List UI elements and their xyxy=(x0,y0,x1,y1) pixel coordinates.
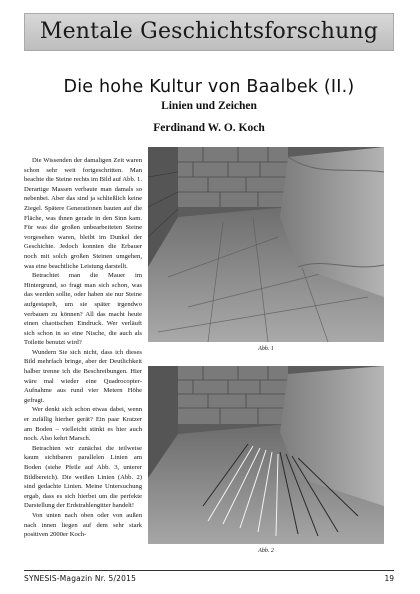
body-paragraph: Wundern Sie sich nicht, dass ich dieses Bild mehrfach bringe, aber der Deutlichkeit halber trenne ich die Beschreibungen. Hier wäre mal wieder eine Quadrocopter-Aufnahme aus rund vier Metern Höhe gefragt. xyxy=(24,348,142,404)
figure-1-caption: Abb. 1 xyxy=(258,346,274,352)
body-paragraph: Von unten nach oben oder von außen nach innen liegen auf dem sehr stark positiven 2000er Koch- xyxy=(24,511,142,539)
footer-rule xyxy=(24,570,394,571)
stone-corridor-lines-image xyxy=(148,366,384,544)
footer-magazine: SYNESIS-Magazin Nr. 5/2015 xyxy=(24,574,137,583)
article-subtitle: Linien und Zeichen xyxy=(161,100,257,112)
section-banner xyxy=(24,13,394,51)
body-paragraph: Betrachten wir zunächst die teilweise kaum sichtbaren parallelen Linien am Boden (siehe Pfeile auf Abb. 3, unterer Bildbereich). Die weißen Linien (Abb. 2) sind gedachte Linien. Meine Untersuchung ergab, dass es sich hierbei um die perfekte Darstellung der Erdstrahlengitter handelt! xyxy=(24,444,142,510)
stone-corridor-image xyxy=(148,147,384,342)
article-author: Ferdinand W. O. Koch xyxy=(153,122,265,134)
figure-2-caption: Abb. 2 xyxy=(258,548,274,554)
page-number: 19 xyxy=(384,574,394,583)
body-paragraph: Die Wissenden der damaligen Zeit waren schon sehr weit fortgeschritten. Man beachte die Steine rechts im Bild auf Abb. 1. Derartige Massen verbaute man damals so nebenbei. Aber das sind ja schließlich keine Ziegel. Spätere Generationen bauten auf die Fläche, was ihnen gerade in den Sinn kam. Für was die großen unbearbeiteten Steine vorgesehen waren, bleibt im Dunkel der Geschichte. Jedoch konnten die Erbauer noch mit solch großen Steinen umgehen, was eine beachtliche Leistung darstellt. xyxy=(24,157,142,270)
body-paragraph: Betrachtet man die Mauer im Hintergrund, so fragt man sich schon, was das werden sollte, oder haben sie nur Steine aufgestapelt, um sie später irgendwo verbauen zu können? All das macht heute einen chaotischen Eindruck. Wer verläuft sich schon in so eine Nische, die auch als Toilette benutzt wird? xyxy=(24,272,142,347)
body-paragraph: Wer denkt sich schon etwas dabei, wenn er zufällig hierher gerät? Ein paar Kratzer am Boden – vielleicht stinkt es hier auch noch. Also kehrt Marsch. xyxy=(24,406,142,443)
body-text-column xyxy=(24,156,142,560)
article-title: Die hohe Kultur von Baalbek (II.) xyxy=(63,77,355,97)
section-title: Mentale Geschichtsforschung xyxy=(39,19,379,44)
figure-1-photo xyxy=(148,147,384,342)
figure-2-photo xyxy=(148,366,384,544)
